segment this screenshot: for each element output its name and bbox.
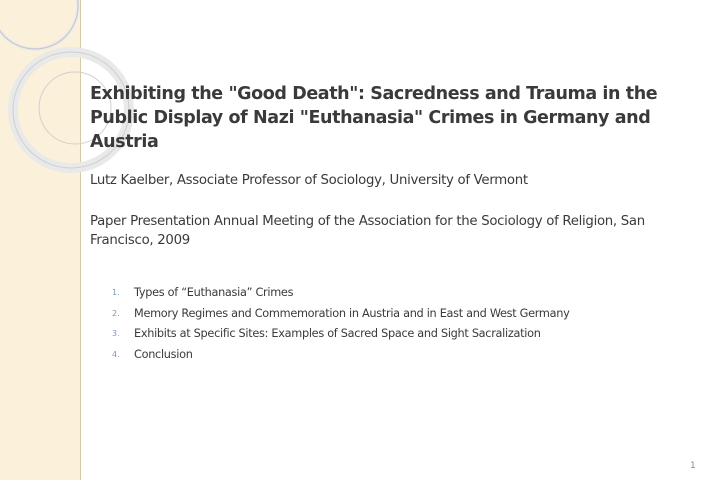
list-item [112, 344, 570, 365]
list-number: 3. [112, 329, 120, 339]
list-item-text: Types of “Euthanasia” Crimes [134, 285, 294, 299]
outline-list [112, 282, 570, 365]
list-number: 4. [112, 349, 120, 359]
left-decorative-band [0, 0, 81, 480]
title-block [90, 82, 680, 250]
list-number: 1. [112, 287, 120, 297]
list-item [112, 282, 570, 303]
list-item [112, 303, 570, 324]
list-item-text: Memory Regimes and Commemoration in Austria and in East and West Germany [134, 306, 570, 320]
presentation-info: Paper Presentation Annual Meeting of the Association for the Sociology of Religion, San Francisco, 2009 [90, 214, 645, 248]
slide-title: Exhibiting the "Good Death": Sacredness and Trauma in the Public Display of Nazi "Euthanasia" Crimes in Germany and Austria [90, 84, 658, 152]
list-item [112, 323, 570, 344]
author-line: Lutz Kaelber, Associate Professor of Sociology, University of Vermont [90, 173, 528, 188]
list-item-text: Exhibits at Specific Sites: Examples of Sacred Space and Sight Sacralization [134, 327, 541, 341]
list-number: 2. [112, 308, 120, 318]
list-item-text: Conclusion [134, 347, 193, 361]
page-number: 1 [690, 461, 696, 471]
